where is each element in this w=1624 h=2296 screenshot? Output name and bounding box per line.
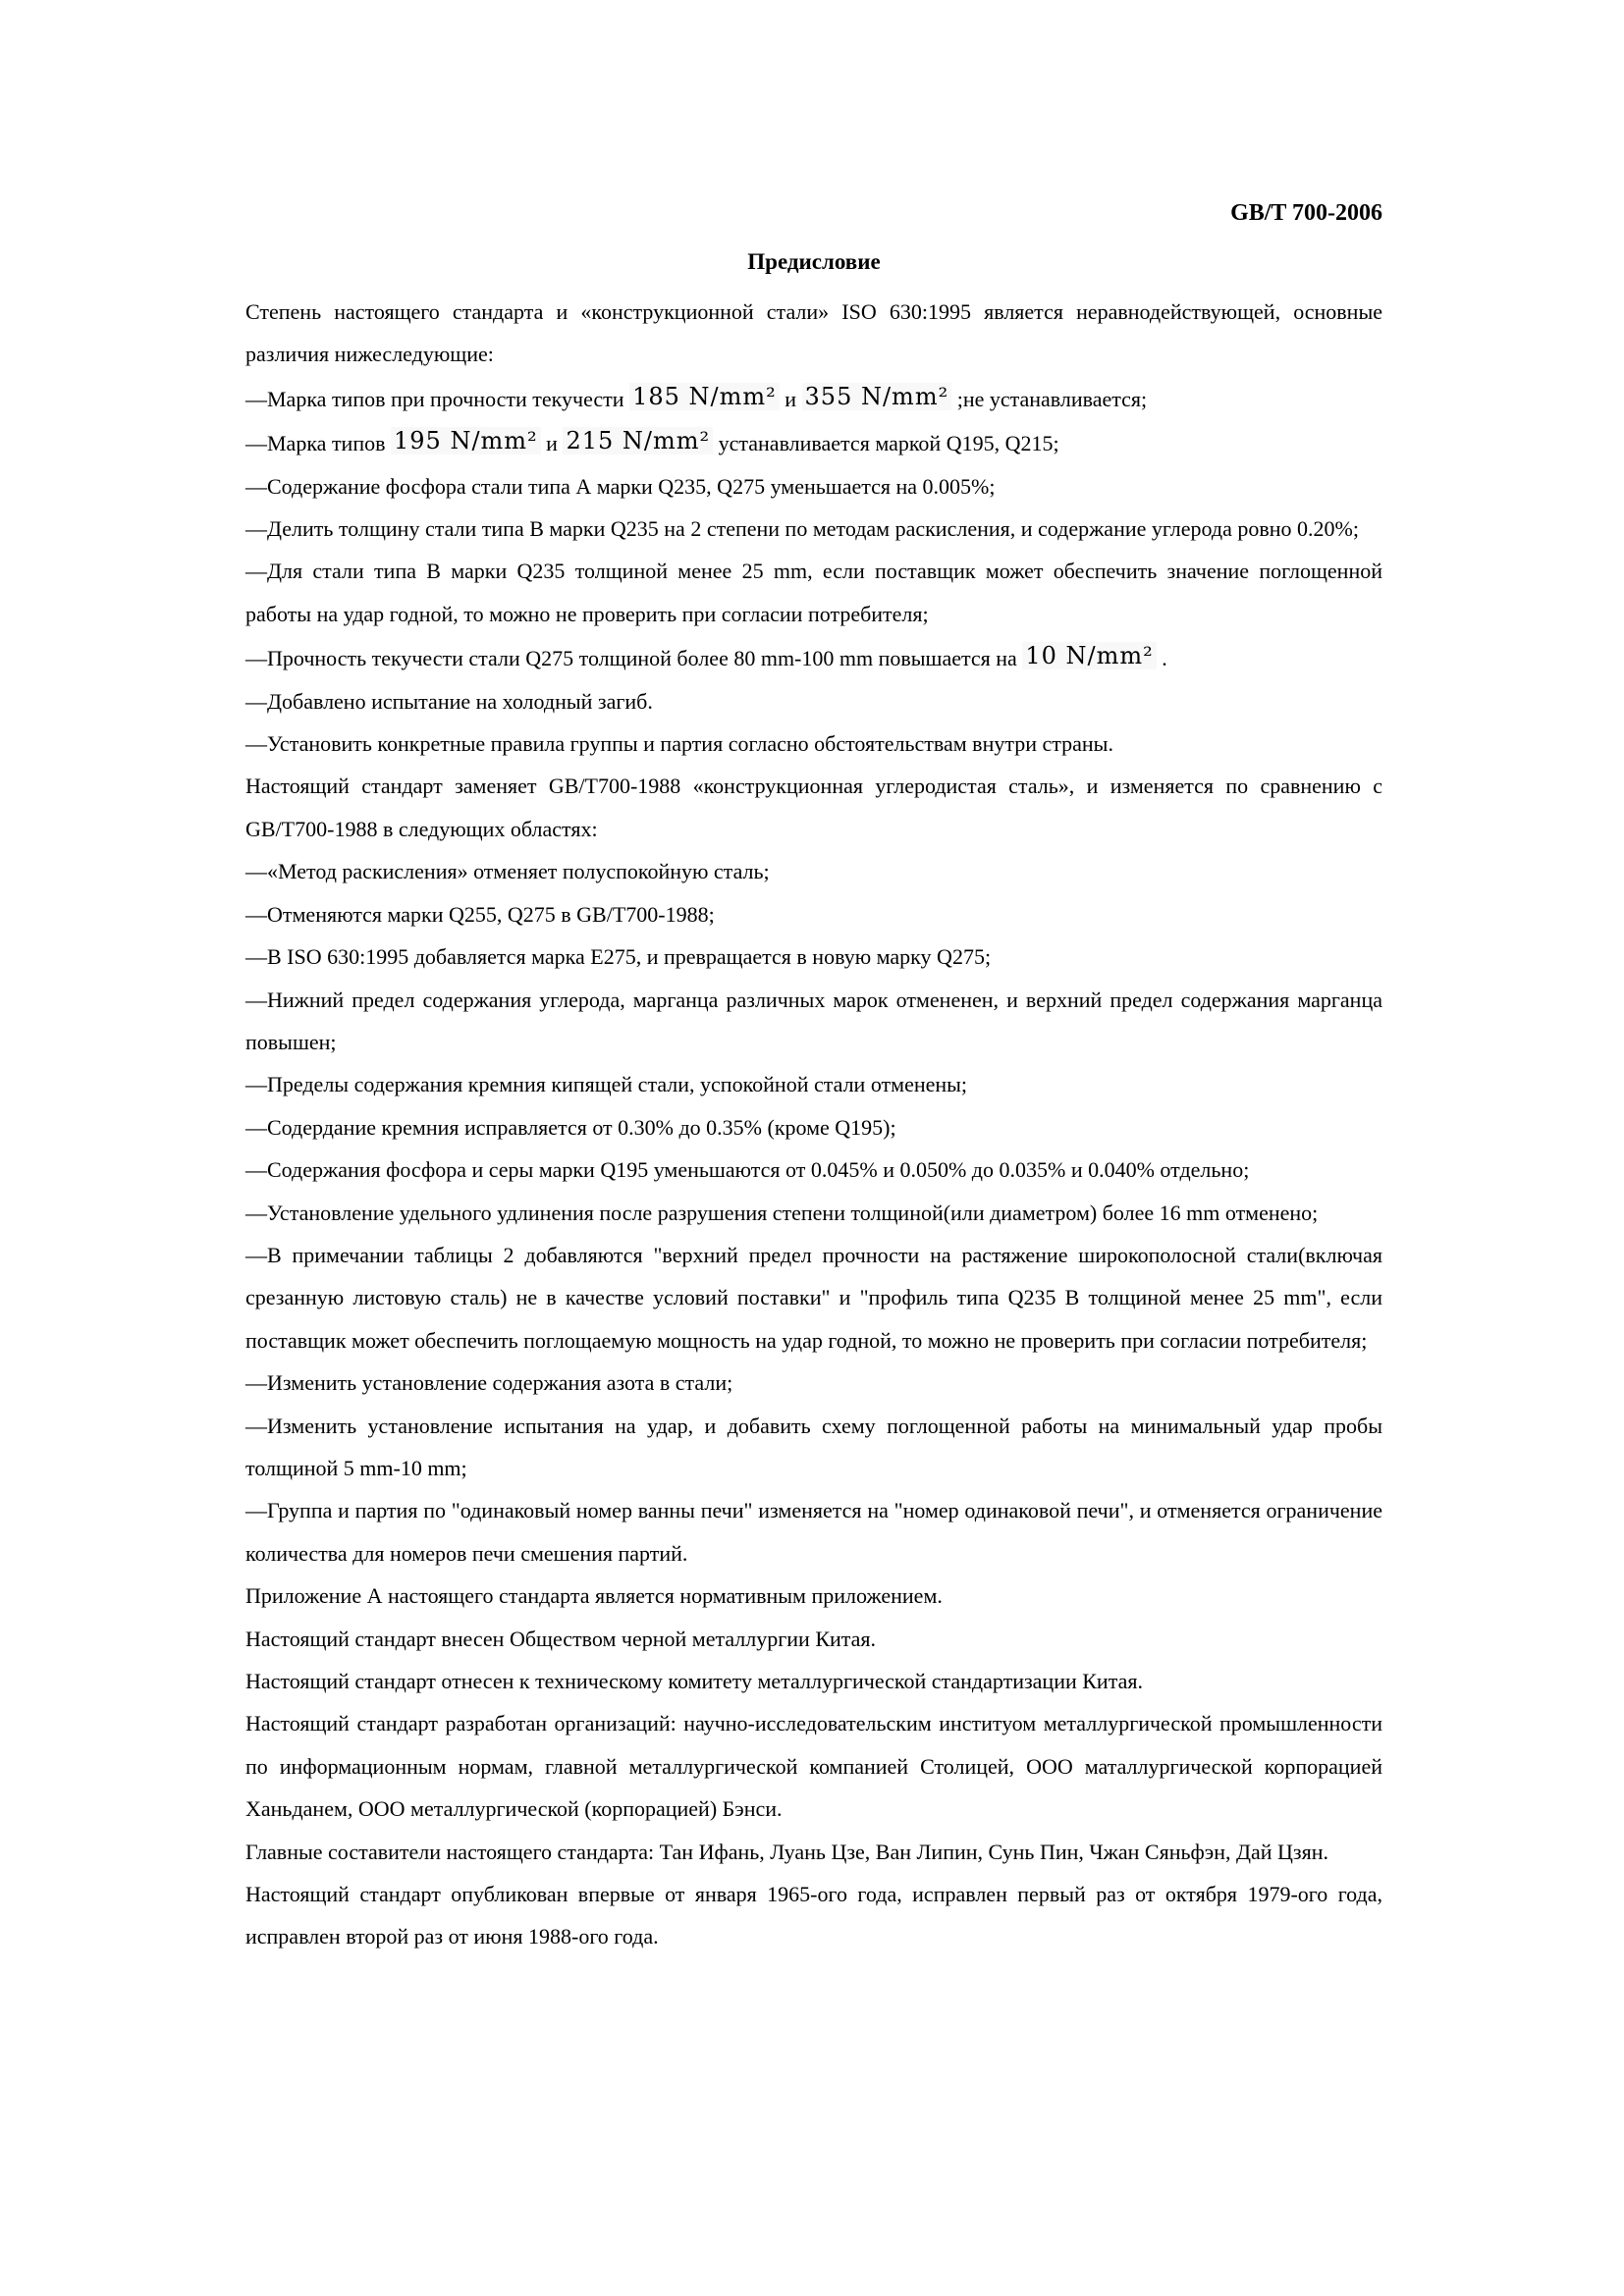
- text-run: —Марка типов при прочности текучести: [245, 386, 630, 411]
- paragraph: [245, 1831, 1382, 1873]
- paragraph: [245, 376, 1382, 420]
- paragraph: [245, 1063, 1382, 1105]
- inline-formula: 215 N/mm²: [563, 427, 713, 454]
- paragraph: [245, 893, 1382, 935]
- inline-formula: 185 N/mm²: [629, 383, 780, 410]
- paragraph: [245, 1405, 1382, 1490]
- text-run: —Добавлено испытание на холодный загиб.: [245, 688, 653, 714]
- paragraph: [245, 1106, 1382, 1148]
- text-run: и: [779, 386, 802, 411]
- paragraph: [245, 550, 1382, 635]
- text-run: Настоящий стандарт опубликован впервые от января 1965-ого года, исправлен первый раз от октября 1979-ого года, исправлен второй раз от июня 1988-ого года.: [245, 1882, 1382, 1949]
- standard-number-header: GB/T 700-2006: [1230, 200, 1382, 226]
- text-run: Приложение А настоящего стандарта является нормативным приложением.: [245, 1583, 943, 1609]
- text-run: —«Метод раскисления» отменяет полуспокойную сталь;: [245, 859, 770, 884]
- paragraph: [245, 420, 1382, 464]
- inline-formula: 10 N/mm²: [1022, 642, 1156, 669]
- text-run: .: [1156, 646, 1167, 671]
- text-run: —Отменяются марки Q255, Q275 в GB/T700-1988;: [245, 901, 715, 927]
- text-run: устанавливается маркой Q195, Q215;: [713, 431, 1059, 456]
- paragraph: [245, 1702, 1382, 1830]
- text-run: —Содержание фосфора стали типа А марки Q235, Q275 уменьшается на 0.005%;: [245, 473, 996, 499]
- text-run: и: [540, 431, 564, 456]
- paragraph: [245, 1489, 1382, 1575]
- paragraph: [245, 935, 1382, 978]
- text-run: —В ISO 630:1995 добавляется марка Е275, и превращается в новую марку Q275;: [245, 944, 992, 970]
- text-run: Главные составители настоящего стандарта: Тан Ифань, Луань Цзе, Ван Липин, Сунь Пин, Чжан Сяньфэн, Дай Цзян.: [245, 1839, 1329, 1864]
- paragraph: [245, 1362, 1382, 1404]
- paragraph: [245, 1618, 1382, 1660]
- text-run: —Содердание кремния исправляется от 0.30% до 0.35% (кроме Q195);: [245, 1114, 896, 1140]
- text-run: —Установление удельного удлинения после разрушения степени толщиной(или диаметром) более 16 mm отменено;: [245, 1200, 1319, 1225]
- paragraph: [245, 979, 1382, 1064]
- paragraph: [245, 1873, 1382, 1958]
- inline-formula: 195 N/mm²: [391, 427, 541, 454]
- text-run: —Пределы содержания кремния кипящей стали, успокойной стали отменены;: [245, 1072, 968, 1097]
- text-run: —Установить конкретные правила группы и партия согласно обстоятельствам внутри страны.: [245, 731, 1113, 757]
- paragraph: [245, 1575, 1382, 1617]
- text-run: Настоящий стандарт заменяет GB/T700-1988 «конструкционная углеродистая сталь», и изменяется по сравнению с GB/T700-1988 в следующих областях:: [245, 774, 1382, 841]
- document-body: [245, 291, 1382, 1958]
- paragraph: [245, 465, 1382, 507]
- paragraph: [245, 291, 1382, 376]
- text-run: Настоящий стандарт внесен Обществом черной металлургии Китая.: [245, 1626, 877, 1651]
- paragraph: [245, 765, 1382, 850]
- text-run: —В примечании таблицы 2 добавляются "верхний предел прочности на растяжение широкополосной стали(включая срезанную листовую сталь) не в качестве условий поставки" и "профиль типа Q235 В толщиной менее 25 mm", если поставщик может обеспечить поглощаемую мощность на удар годной, то можно не проверить при согласии потребителя;: [245, 1242, 1382, 1353]
- text-run: —Группа и партия по "одинаковый номер ванны печи" изменяется на "номер одинаковой печи", и отменяется ограничение количества для номеров печи смешения партий.: [245, 1498, 1382, 1566]
- page-title: Предисловие: [747, 249, 881, 274]
- text-run: Степень настоящего стандарта и «конструкционной стали» ISO 630:1995 является неравнодействующей, основные различия нижеследующие:: [245, 299, 1382, 367]
- paragraph: [245, 1234, 1382, 1362]
- paragraph: [245, 850, 1382, 892]
- text-run: Настоящий стандарт разработан организаций: научно-исследовательским институом металлургической промышленности по информационным нормам, главной металлургической компанией Столицей, ООО маталлургической корпорацией Ханьданем, ООО металлургической (корпорацией) Бэнси.: [245, 1711, 1382, 1822]
- text-run: —Делить толщину стали типа В марки Q235 на 2 степени по методам раскисления, и содержание углерода ровно 0.20%;: [245, 516, 1359, 542]
- paragraph: [245, 680, 1382, 722]
- text-run: —Изменить установление испытания на удар, и добавить схему поглощенной работы на минимальный удар пробы толщиной 5 mm-10 mm;: [245, 1413, 1382, 1480]
- text-run: —Прочность текучести стали Q275 толщиной более 80 mm-100 mm повышается на: [245, 646, 1023, 671]
- paragraph: [245, 722, 1382, 765]
- paragraph: [245, 1148, 1382, 1191]
- paragraph: [245, 1660, 1382, 1702]
- text-run: —Нижний предел содержания углерода, марганца различных марок отмененен, и верхний предел содержания марганца повышен;: [245, 987, 1382, 1054]
- text-run: —Для стали типа В марки Q235 толщиной менее 25 mm, если поставщик может обеспечить значение поглощенной работы на удар годной, то можно не проверить при согласии потребителя;: [245, 559, 1382, 626]
- text-run: Настоящий стандарт отнесен к техническому комитету металлургической стандартизации Китая.: [245, 1669, 1143, 1693]
- text-run: —Марка типов: [245, 431, 391, 456]
- paragraph: [245, 1192, 1382, 1234]
- text-run: —Изменить установление содержания азота в стали;: [245, 1370, 733, 1396]
- paragraph: [245, 635, 1382, 679]
- inline-formula: 355 N/mm²: [802, 383, 952, 410]
- paragraph: [245, 507, 1382, 550]
- text-run: ;не устанавливается;: [951, 386, 1148, 411]
- text-run: —Содержания фосфора и серы марки Q195 уменьшаются от 0.045% и 0.050% до 0.035% и 0.040% отдельно;: [245, 1157, 1250, 1183]
